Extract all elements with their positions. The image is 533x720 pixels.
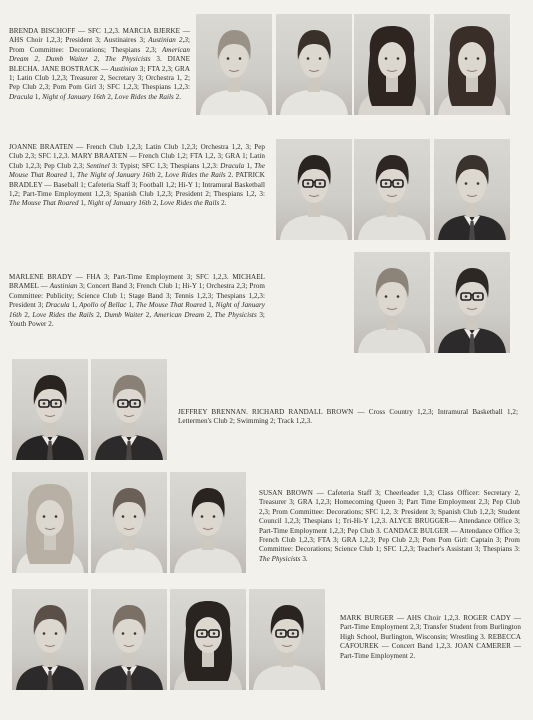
bio-text-segment: 3: Typist; SFC 1,3; Thespians 1,2,3:	[109, 161, 221, 170]
portrait-photo	[434, 139, 510, 240]
portrait-photo	[276, 14, 352, 115]
bio-text-segment: Love Rides the Rails	[32, 310, 94, 319]
bio-block-1	[9, 27, 190, 102]
portrait-photo	[249, 589, 325, 690]
bio-text-segment: JEFFREY BRENNAN. RICHARD RANDALL BROWN — Cross Country 1,2,3; Intramural Basketball 1,2; Lettermen's Club 2; Swimming 2; Track 1,2,3.	[178, 408, 518, 426]
portrait-photo	[170, 472, 246, 573]
portrait-photo	[276, 139, 352, 240]
bio-text-segment: Night of January 16th	[9, 301, 265, 319]
bio-text-segment: SUSAN BROWN — Cafeteria Staff 3; Cheerleader 1,3; Class Officer: Secretary 2, Treasurer 3; GRA 1,2,3; Homecoming Queen 3; Part Time Employment 2,3; Pep Club 2,3; Prom Committee: Decorations; SFC 1,2, 3: President 3; Spanish Club 1,2,3; Student Council 1,2,3; Thespians 1; Tri-Hi-Y 1,2,3. ALYCE BRUGGER— Attendance Office 3; Part-Time Employment 1,2,3; Pep Club 3. CANDACE BULGER — Attendance Office 3; French Club 1,2,3; FTA 3; GRA 1,2,3; Pep Club 2,3; Pom Pom Girl: Captain 3; Prom Committee: Decorations; Science Club 1; SFC 1,2,3; Teacher's Assistant 3; Thespians 3:	[259, 489, 520, 554]
bio-text-segment: 2,	[143, 310, 154, 319]
bio-text-segment: The Physicists	[259, 554, 301, 563]
bio-text-segment: 1,	[206, 301, 216, 310]
bio-text-segment: Dracula	[45, 301, 70, 310]
bio-text-segment: MARK BURGER — AHS Choir 1,2,3. ROGER CADY — Part-Time Employment 2,3; Transfer Student from Burlington High School, Burlington, Wisconsin; Wrestling 3. REBECCA CAFOUREK — Concert Band 1,2,3. JOAN CAMERER — Part-Time Employment 2.	[340, 614, 521, 660]
bio-text-segment: 1,	[66, 171, 77, 180]
portrait-photo	[170, 589, 246, 690]
bio-text-segment: 1,	[126, 301, 136, 310]
portrait-photo	[354, 252, 430, 353]
bio-text-segment: Night of January 16th	[87, 199, 152, 208]
bio-block-5	[259, 489, 520, 564]
bio-text-segment: 3; FTA 2,3; GRA 1; Latin Club 1,2,3; Treasurer 2, Secretary 3; Orchestra 1, 2; Pep Club 2,3; Pom Pom Girl 3; SFC 1,2,3; Thespians 1,2,3:	[9, 64, 191, 92]
bio-text-segment: 2,	[105, 92, 115, 101]
bio-text-segment: Sentinel	[86, 161, 110, 170]
bio-text-segment: Austinian	[110, 64, 138, 73]
bio-text-segment: BRENDA BISCHOFF — SFC 1,2,3. MARCIA BJERKE — AHS Choir 1,2,3; President 3; Austinaires 3;	[9, 27, 190, 45]
portrait-photo	[91, 589, 167, 690]
bio-text-segment: 3; Youth Power 2.	[9, 310, 265, 329]
bio-text-segment: Night of January 16th	[42, 92, 106, 101]
bio-text-segment: MARLENE BRADY — FHA 3; Part-Time Employment 3; SFC 1,2,3. MICHAEL BRAMEL —	[9, 273, 265, 291]
bio-text-segment: Love Rides the Rails	[114, 92, 174, 101]
bio-text-segment: Austinian	[49, 282, 78, 291]
bio-text-segment: Dumb Waiter	[104, 310, 144, 319]
bio-text-segment: 2.	[219, 199, 227, 208]
bio-text-segment: Austinian 2,3	[148, 36, 188, 45]
bio-block-2	[9, 143, 265, 209]
bio-text-segment: 3. DIANE BLECHA. JANE BOSTRACK —	[9, 55, 190, 73]
bio-text-segment: 2,	[21, 310, 33, 319]
portrait-photo	[434, 252, 510, 353]
bio-text-segment: Love Rides the Rails	[160, 199, 220, 208]
portrait-photo	[91, 359, 167, 460]
portrait-photo	[354, 139, 430, 240]
bio-text-segment: The Night of January 16th	[76, 171, 156, 180]
portrait-photo	[12, 589, 88, 690]
bio-block-4	[178, 408, 518, 427]
bio-text-segment: 2,	[151, 199, 161, 208]
bio-text-segment: 3.	[300, 554, 308, 563]
bio-text-segment: 1,	[69, 301, 80, 310]
portrait-photo	[91, 472, 167, 573]
bio-text-segment: 1,	[33, 92, 43, 101]
portrait-photo	[434, 14, 510, 115]
bio-text-segment: The Physicists	[214, 310, 257, 319]
bio-text-segment: 2,	[204, 310, 215, 319]
bio-block-3	[9, 273, 265, 329]
bio-text-segment: The Mouse That Roared	[9, 199, 79, 208]
portrait-photo	[354, 14, 430, 115]
portrait-photo	[12, 472, 88, 573]
bio-text-segment: 2. PATRICK BRADLEY — Baseball 1; Cafeteria Staff 3; Football 1,2; Hi-Y 1; Intramural Basketball 1,2; Part-Time Employment 1,2,3; Spanish Club 1,2,3; President 2; Thespians 1,2, 3:	[9, 171, 265, 199]
portrait-photo	[12, 359, 88, 460]
bio-text-segment: 2,	[93, 310, 105, 319]
bio-text-segment: The Mouse That Roared	[9, 161, 265, 180]
bio-text-segment: The Mouse That Roared	[135, 301, 207, 310]
bio-text-segment: American Dream	[153, 310, 205, 319]
bio-text-segment: JOANNE BRAATEN — French Club 1,2,3; Latin Club 1,2,3; Orchestra 1,2, 3; Pep Club 2,3; SFC 1,2,3. MARY BRAATEN — French Club 1,2; FTA 1,2, 3; GRA 1; Latin Club 1,2,3; Pep Club 2,3;	[9, 143, 265, 170]
bio-text-segment: ; Prom Committee: Decorations; Thespians 2,3;	[9, 36, 191, 54]
bio-text-segment: Love Rides the Rails	[165, 171, 226, 180]
bio-text-segment: 3; Concert Band 3; French Club 1; Hi-Y 1; Orchestra 2,3; Prom Committee: Publicity; Science Club 1; Stage Band 3; Tennis 1,2,3; Thespians 1,2,3: President 3;	[9, 282, 265, 310]
bio-text-segment: 2.	[173, 92, 182, 101]
bio-text-segment: 2,	[155, 171, 166, 180]
bio-text-segment: 1,	[244, 161, 255, 170]
bio-text-segment: 1,	[78, 199, 88, 208]
bio-text-segment: American Dream 2, Dumb Waiter 2, The Physicists	[9, 45, 190, 64]
bio-text-segment: Dracula	[220, 161, 245, 170]
bio-text-segment: Apollo of Bellac	[79, 301, 127, 310]
bio-block-6	[340, 614, 521, 661]
bio-text-segment: Dracula	[9, 92, 33, 101]
portrait-photo	[196, 14, 272, 115]
